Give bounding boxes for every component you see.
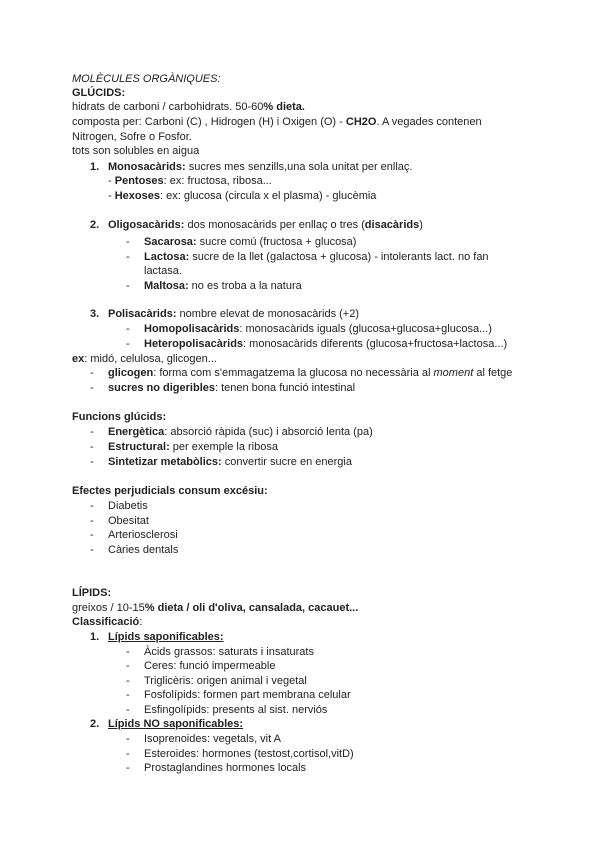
saponificable-item: Ceres: funció impermeable bbox=[144, 660, 276, 672]
list-number: 2. bbox=[90, 219, 100, 231]
efectes-heading: Efectes perjudicials consum excésiu: bbox=[72, 485, 268, 497]
bullet-dash: - bbox=[126, 280, 130, 292]
no-saponificable-item: Isoprenoides: vegetals, vit A bbox=[144, 733, 281, 745]
bullet-dash: - bbox=[90, 500, 94, 512]
examples-line: ex: midó, celulosa, glicogen... bbox=[72, 353, 217, 365]
homopolisacarids-item: Homopolisacàrids: monosacàrids iguals (glucosa+glucosa+glucosa...) bbox=[144, 323, 492, 335]
funcions-heading: Funcions glúcids: bbox=[72, 411, 167, 423]
lactosa-item: Lactosa: sucre de la llet (galactosa + glucosa) - intolerants lact. no fan bbox=[144, 251, 489, 263]
lipids-intro: greixos / 10-15% dieta / oli d'oliva, cansalada, cacauet... bbox=[72, 602, 359, 614]
bullet-dash: - bbox=[90, 382, 94, 394]
bullet-dash: - bbox=[126, 236, 130, 248]
bullet-dash: - bbox=[126, 646, 130, 658]
list-number: 1. bbox=[90, 161, 100, 173]
bullet-dash: - bbox=[126, 762, 130, 774]
hexoses-item: - Hexoses: ex: glucosa (circula x el plasma) - glucèmia bbox=[108, 190, 377, 202]
bullet-dash: - bbox=[126, 689, 130, 701]
page-title: MOLÈCULES ORGÀNIQUES: bbox=[72, 73, 221, 85]
saponificable-item: Fosfolípids: formen part membrana celular bbox=[144, 689, 351, 701]
glucids-heading: GLÚCIDS: bbox=[72, 87, 126, 99]
pentoses-item: - Pentoses: ex: fructosa, ribosa... bbox=[108, 175, 272, 187]
funcio-estructural: Estructural: per exemple la ribosa bbox=[108, 441, 278, 453]
funcio-sintetizar: Sintetizar metabòlics: convertir sucre en energia bbox=[108, 456, 352, 468]
glucids-intro-1: hidrats de carboni / carbohidrats. 50-60% dieta. bbox=[72, 101, 305, 113]
lactosa-continuation: lactasa. bbox=[144, 265, 182, 277]
classificacio-heading: Classificació: bbox=[72, 616, 143, 628]
efecte-item: Arteriosclerosi bbox=[108, 529, 178, 541]
bullet-dash: - bbox=[126, 323, 130, 335]
saponificable-item: Àcids grassos: saturats i insaturats bbox=[144, 646, 314, 658]
bullet-dash: - bbox=[90, 544, 94, 556]
efecte-item: Diabetis bbox=[108, 500, 148, 512]
list-number: 2. bbox=[90, 718, 100, 730]
bullet-dash: - bbox=[90, 529, 94, 541]
bullet-dash: - bbox=[126, 748, 130, 760]
bullet-dash: - bbox=[90, 456, 94, 468]
saponificable-item: Triglicèris: origen animal i vegetal bbox=[144, 675, 307, 687]
maltosa-item: Maltosa: no es troba a la natura bbox=[144, 280, 302, 292]
no-saponificable-item: Esteroides: hormones (testost,cortisol,vitD) bbox=[144, 748, 354, 760]
lipids-saponificables-heading: Lípids saponificables: bbox=[108, 631, 224, 643]
bullet-dash: - bbox=[126, 675, 130, 687]
polisacarids-item: Polisacàrids: nombre elevat de monosacàrids (+2) bbox=[108, 308, 359, 320]
sacarosa-item: Sacarosa: sucre comú (fructosa + glucosa) bbox=[144, 236, 357, 248]
bullet-dash: - bbox=[126, 704, 130, 716]
efecte-item: Obesitat bbox=[108, 515, 149, 527]
bullet-dash: - bbox=[90, 515, 94, 527]
sucres-no-digeribles-item: sucres no digeribles: tenen bona funció intestinal bbox=[108, 382, 356, 394]
list-number: 1. bbox=[90, 631, 100, 643]
saponificable-item: Esfingolípids: presents al sist. nerviós bbox=[144, 704, 328, 716]
lipids-no-saponificables-heading: Lípids NO saponificables: bbox=[108, 718, 244, 730]
monosacarids-item: Monosacàrids: sucres mes senzills,una sola unitat per enllaç. bbox=[108, 161, 413, 173]
glicogen-item: glicogen: forma com s'emmagatzema la glucosa no necessària al moment al fetge bbox=[108, 367, 513, 379]
bullet-dash: - bbox=[126, 338, 130, 350]
funcio-energetica: Energètica: absorció ràpida (suc) i absorció lenta (pa) bbox=[108, 426, 373, 438]
bullet-dash: - bbox=[90, 367, 94, 379]
bullet-dash: - bbox=[126, 251, 130, 263]
oligosacarids-item: Oligosacàrids: dos monosacàrids per enllaç o tres (disacàrids) bbox=[108, 219, 423, 231]
efecte-item: Càries dentals bbox=[108, 544, 179, 556]
list-number: 3. bbox=[90, 308, 100, 320]
no-saponificable-item: Prostaglandines hormones locals bbox=[144, 762, 307, 774]
heteropolisacarids-item: Heteropolisacàrids: monosacàrids diferents (glucosa+fructosa+lactosa...) bbox=[144, 338, 508, 350]
bullet-dash: - bbox=[126, 660, 130, 672]
bullet-dash: - bbox=[90, 441, 94, 453]
glucids-intro-2: composta per: Carboni (C) , Hidrogen (H) i Oxigen (O) - CH2O. A vegades contenen bbox=[72, 116, 482, 128]
lipids-heading: LÍPIDS: bbox=[72, 587, 112, 599]
bullet-dash: - bbox=[126, 733, 130, 745]
bullet-dash: - bbox=[90, 426, 94, 438]
glucids-intro-3: Nitrogen, Sofre o Fosfor. bbox=[72, 131, 192, 143]
glucids-intro-4: tots son solubles en aigua bbox=[72, 145, 200, 157]
